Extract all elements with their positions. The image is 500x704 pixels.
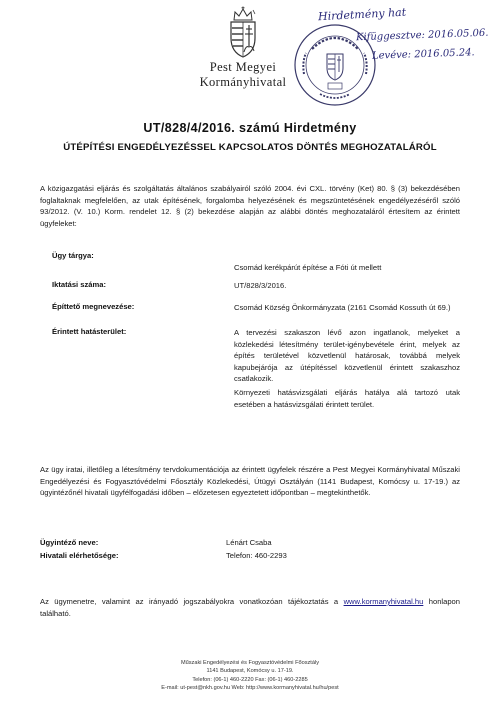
footer-phone-fax: Telefon: (06-1) 460-2220 Fax: (06-1) 460-2285 <box>192 676 308 683</box>
closing-text-after: honlapon található. <box>40 597 460 618</box>
handwritten-note-title: Hirdetmény hat <box>317 5 407 24</box>
subject-label: Ügy tárgya: <box>52 251 94 260</box>
affected-area-value: A tervezési szakaszon lévő azon ingatlanok, melyeket a közlekedési létesítmény terület-igénybevétele érint, melyek az építés területével közvetlenül határosak, továbbá melyek kapubejárója az útépítéssel közvetlenül érintett szakaszhoz csatlakozik. <box>234 328 460 384</box>
registration-number-value: UT/828/3/2016. <box>234 281 287 290</box>
office-line-2: Kormányhivatal <box>199 75 287 89</box>
office-contact-value: Telefon: 460-2293 <box>226 551 287 560</box>
handwritten-note-posted: Kifüggesztve: 2016.05.06. <box>355 27 489 44</box>
clerk-name-value: Lénárt Csaba <box>226 538 272 547</box>
builder-label: Építtető megnevezése: <box>52 302 135 311</box>
document-subtitle: ÚTÉPÍTÉSI ENGEDÉLYEZÉSSEL KAPCSOLATOS DÖNTÉS MEGHOZATALÁRÓL <box>63 142 437 153</box>
kormanyhivatal-link[interactable]: www.kormanyhivatal.hu <box>343 597 424 606</box>
issuing-office <box>178 60 308 90</box>
footer-address: 1141 Budapest, Komócsy u. 17-19. <box>206 668 294 675</box>
office-contact-label: Hivatali elérhetősége: <box>40 551 119 560</box>
hungarian-coat-of-arms-icon <box>226 6 260 58</box>
footer-email-web: E-mail: ut-pest@nkh.gov.hu Web: http://www.kormanyhivatal.hu/hu/pest <box>161 685 339 692</box>
builder-value: Csomád Község Önkormányzata (2161 Csomád Kossuth út 69.) <box>234 303 451 312</box>
intro-paragraph: A közigazgatási eljárás és szolgáltatás általános szabályairól szóló 2004. évi CXL. törvény (Ket) 80. § (3) bekezdésében foglaltaknak megfelelően, az utak építésének, forgalomba helyezésének és megszüntetésének engedélyezéséről szóló 93/2012. (V. 10.) Korm. rendelet 12. § (2) bekezdése alapján az alábbi döntés meghozataláról értesítem az érintett ügyfeleket: <box>40 184 460 228</box>
affected-area-label: Érintett hatásterület: <box>52 327 127 336</box>
footer-department: Műszaki Engedélyezési és Fogyasztóvédelmi Főosztály <box>180 660 320 666</box>
closing-paragraph <box>40 596 460 619</box>
registration-number-label: Iktatási száma: <box>52 280 107 289</box>
footer <box>0 659 500 693</box>
document-title: UT/828/4/2016. számú Hirdetmény <box>143 121 357 135</box>
clerk-name-label: Ügyintéző neve: <box>40 538 99 547</box>
closing-text-before: Az ügymenetre, valamint az irányadó jogszabályokra vonatkozóan tájékoztatás a <box>40 597 344 606</box>
document-access-paragraph: Az ügy iratai, illetőleg a létesítmény tervdokumentációja az érintett ügyfelek részére a Pest Megyei Kormányhivatal Műszaki Engedélyezési és Fogyasztóvédelmi Főosztály Közlekedési, Útügyi Osztályán (1141 Budapest, Komócsy u. 17-19.) az ügyintézőnél hivatali ügyfélfogadási időben – előzetesen egyeztetett időpontban – megtekinthetők. <box>40 465 460 498</box>
office-line-1: Pest Megyei <box>209 60 277 74</box>
affected-area-extra: Környezeti hatásvizsgálati eljárás hatálya alá tartozó utak esetében a hatásvizsgálati érintett terület. <box>234 388 460 409</box>
handwritten-note-removed: Levéve: 2016.05.24. <box>371 47 475 62</box>
subject-value: Csomád kerékpárút építése a Fóti út mellett <box>234 263 382 272</box>
